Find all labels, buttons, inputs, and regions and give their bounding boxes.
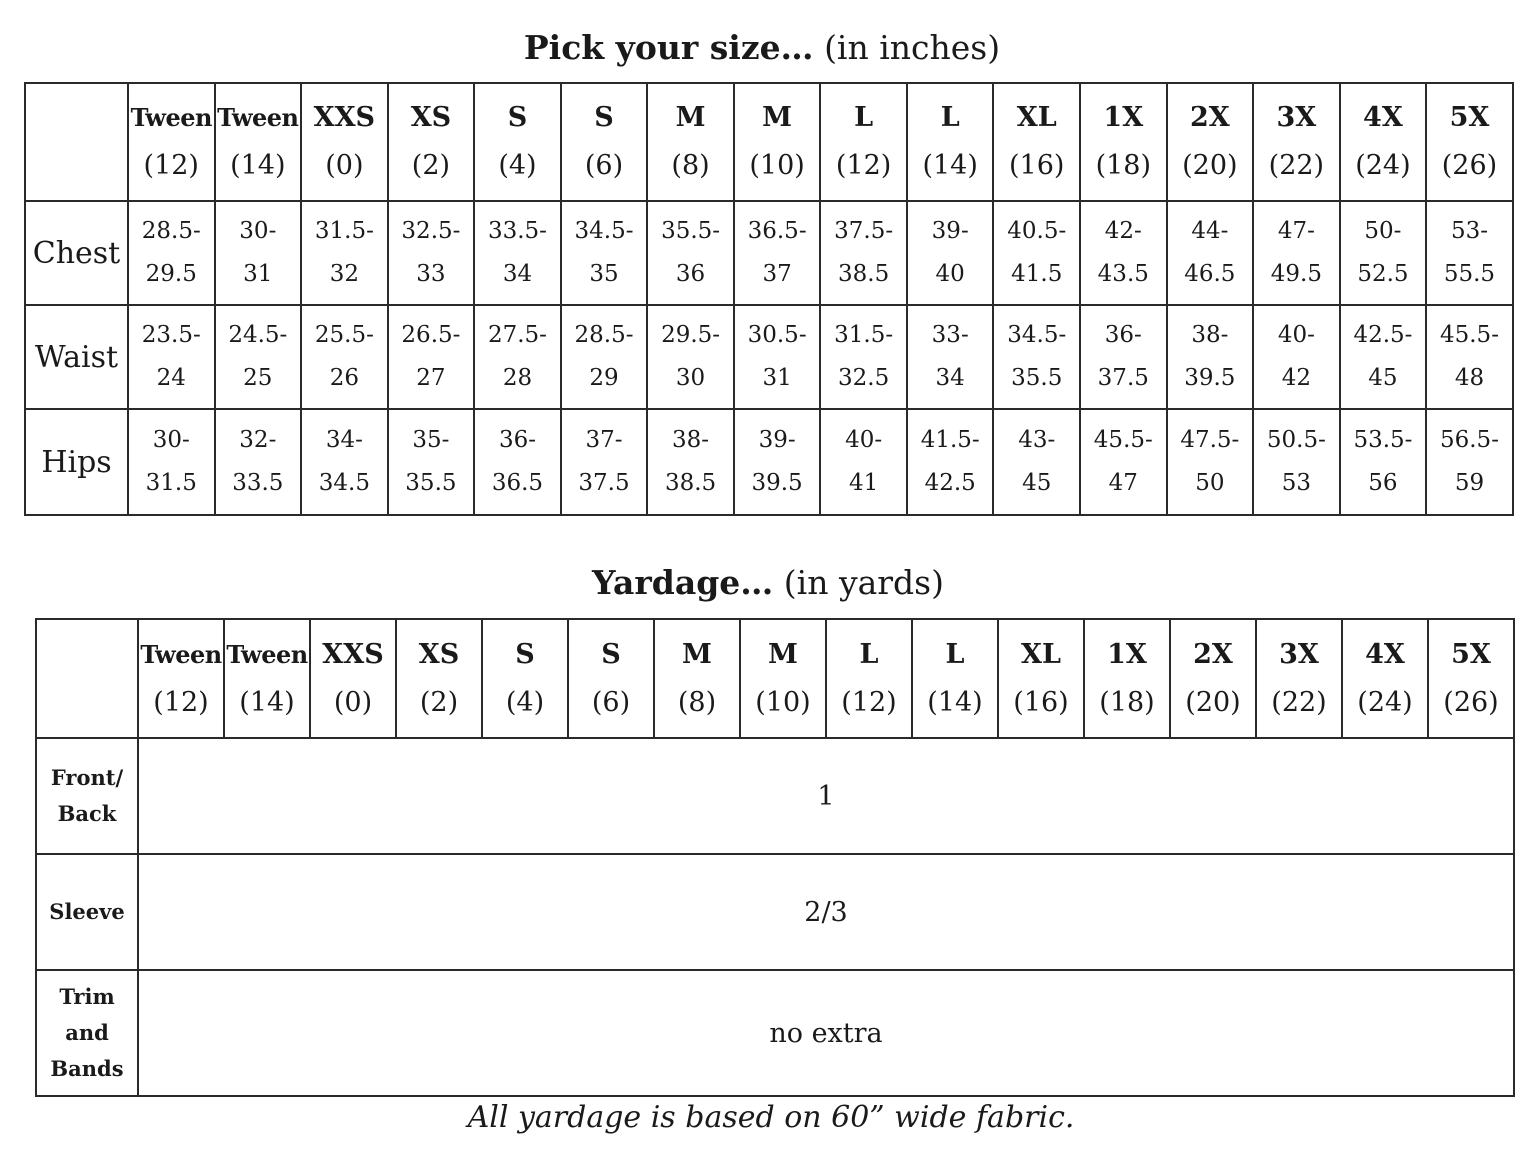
- measurement-value: [820, 305, 907, 409]
- range-end: 35: [589, 261, 619, 287]
- range-start: 44-: [1191, 218, 1229, 244]
- range-end: 25: [243, 365, 273, 391]
- range-end: 39.5: [751, 470, 803, 496]
- yardage-row-label-line: Back: [57, 801, 117, 826]
- range-end: 56: [1368, 470, 1398, 496]
- range-start: 33.5-: [487, 218, 547, 244]
- yardage-row-label-line: Sleeve: [49, 899, 125, 924]
- size-chart-header-cell: [907, 83, 994, 201]
- range-start: 53-: [1450, 218, 1488, 244]
- size-number: (18): [1095, 150, 1151, 181]
- range-start: 31.5-: [834, 322, 894, 348]
- size-chart-header-cell: [1340, 83, 1427, 201]
- size-number: (8): [677, 686, 717, 718]
- measurement-value: [647, 305, 734, 409]
- range-start: 36-: [498, 427, 536, 453]
- yardage-chart-title-bold: Yardage…: [592, 563, 774, 602]
- range-end: 39.5: [1184, 365, 1236, 391]
- range-start: 29.5-: [661, 322, 721, 348]
- range-start: 37-: [585, 427, 623, 453]
- measurement-value: [647, 201, 734, 305]
- range-end: 37.5: [578, 470, 630, 496]
- range-end: 37: [762, 261, 792, 287]
- size-number: (0): [333, 686, 373, 718]
- measurement-value: [1080, 305, 1167, 409]
- size-label: 2X: [1189, 102, 1230, 133]
- range-start: 36.5-: [747, 218, 807, 244]
- range-end: 47: [1108, 470, 1138, 496]
- size-label: S: [515, 638, 535, 670]
- range-end: 49.5: [1270, 261, 1322, 287]
- size-chart-corner-cell: [25, 83, 128, 201]
- size-label: 3X: [1279, 638, 1319, 670]
- measurement-value: [1426, 305, 1513, 409]
- size-number: (26): [1441, 150, 1498, 181]
- range-end: 28: [502, 365, 533, 391]
- size-label: S: [594, 102, 614, 133]
- range-start: 47.5-: [1180, 427, 1240, 453]
- measurement-label: Hips: [25, 409, 128, 515]
- measurement-value: [388, 305, 475, 409]
- range-end: 33.5: [232, 470, 284, 496]
- range-start: 31.5-: [314, 218, 374, 244]
- range-start: 34.5-: [574, 218, 634, 244]
- yardage-chart-header-cell: [740, 619, 826, 738]
- size-label: XL: [1016, 102, 1057, 133]
- size-chart-header-cell: [1080, 83, 1167, 201]
- range-start: 50-: [1364, 218, 1402, 244]
- range-end: 42: [1281, 365, 1312, 391]
- yardage-row-label: [36, 970, 138, 1096]
- size-number: (6): [584, 150, 624, 181]
- range-start: 53.5-: [1353, 427, 1413, 453]
- size-chart-header-cell: [128, 83, 215, 201]
- range-end: 41.5: [1011, 261, 1063, 287]
- size-chart-header-cell: [1253, 83, 1340, 201]
- yardage-note: All yardage is based on 60” wide fabric.: [467, 1100, 1075, 1135]
- range-end: 48: [1454, 365, 1485, 391]
- size-label: M: [768, 638, 798, 670]
- size-label: 5X: [1449, 102, 1490, 133]
- measurement-value: [907, 409, 994, 515]
- yardage-row-label: [36, 738, 138, 854]
- measurement-value: [1340, 409, 1427, 515]
- size-label: 2X: [1193, 638, 1233, 670]
- range-start: 45.5-: [1439, 322, 1499, 348]
- range-start: 34-: [325, 427, 363, 453]
- range-end: 45: [1022, 470, 1052, 496]
- range-start: 35.5-: [661, 218, 721, 244]
- range-start: 45.5-: [1093, 427, 1153, 453]
- measurement-value: [128, 305, 215, 409]
- measurement-value: [993, 201, 1080, 305]
- range-end: 31: [762, 365, 792, 391]
- range-start: 38-: [1191, 322, 1229, 348]
- size-label: 3X: [1276, 102, 1317, 133]
- range-start: 50.5-: [1266, 427, 1326, 453]
- measurement-value: [561, 409, 648, 515]
- range-end: 33: [416, 261, 446, 287]
- range-start: 34.5-: [1007, 322, 1067, 348]
- yardage-chart-header-cell: [138, 619, 224, 738]
- range-end: 46.5: [1184, 261, 1236, 287]
- size-label: L: [859, 638, 879, 670]
- size-label: Tween: [140, 639, 222, 669]
- size-row-hips: [25, 409, 1513, 515]
- size-number: (14): [230, 150, 286, 181]
- measurement-value: [1167, 201, 1254, 305]
- size-label: L: [945, 638, 965, 670]
- range-end: 31.5: [145, 470, 197, 496]
- size-number: (16): [1009, 150, 1065, 181]
- size-row-waist: [25, 305, 1513, 409]
- measurement-value: [474, 409, 561, 515]
- yardage-chart-header-cell: [568, 619, 654, 738]
- size-label: Tween: [217, 103, 299, 132]
- range-end: 36.5: [491, 470, 544, 496]
- range-start: 43-: [1018, 427, 1056, 453]
- yardage-row-label-line: Bands: [50, 1056, 124, 1081]
- measurement-value: [1167, 305, 1254, 409]
- size-number: (2): [419, 686, 459, 718]
- size-label: XXS: [322, 638, 384, 670]
- measurement-value: [820, 409, 907, 515]
- yardage-row: [36, 854, 1514, 970]
- yardage-chart-header-cell: [912, 619, 998, 738]
- measurement-value: [128, 201, 215, 305]
- range-end: 38.5: [664, 470, 717, 496]
- range-start: 36-: [1104, 322, 1142, 348]
- size-number: (4): [505, 686, 545, 718]
- yardage-chart-header-cell: [1256, 619, 1342, 738]
- range-start: 41.5-: [920, 427, 980, 453]
- measurement-value: [1426, 409, 1513, 515]
- yardage-chart-header-row: [36, 619, 1514, 738]
- range-start: 30-: [239, 218, 277, 244]
- range-end: 40: [935, 261, 965, 287]
- measurement-value: [907, 305, 994, 409]
- range-end: 31: [243, 261, 273, 287]
- size-number: (20): [1182, 150, 1238, 181]
- size-number: (22): [1268, 150, 1325, 181]
- yardage-row-label: [36, 854, 138, 970]
- range-end: 35.5: [405, 470, 457, 496]
- yardage-row: [36, 970, 1514, 1096]
- range-start: 39-: [931, 218, 969, 244]
- measurement-value: [1426, 201, 1513, 305]
- size-label: L: [854, 102, 874, 133]
- range-end: 30: [675, 365, 706, 391]
- yardage-chart-corner-cell: [36, 619, 138, 738]
- size-number: (10): [749, 150, 805, 181]
- size-number: (26): [1443, 686, 1499, 718]
- size-label: XL: [1021, 638, 1061, 670]
- range-end: 27: [416, 365, 446, 391]
- size-number: (14): [927, 686, 983, 718]
- range-end: 34: [935, 365, 965, 391]
- size-chart-header-row: [25, 83, 1513, 201]
- range-end: 34.5: [318, 470, 370, 496]
- size-number: (22): [1271, 686, 1327, 718]
- size-number: (2): [411, 150, 451, 181]
- measurement-value: [647, 409, 734, 515]
- range-end: 35.5: [1011, 365, 1063, 391]
- size-number: (0): [325, 150, 364, 181]
- range-end: 32.5: [838, 365, 890, 391]
- size-number: (14): [922, 150, 978, 181]
- yardage-chart-header-cell: [1342, 619, 1428, 738]
- size-label: 4X: [1365, 638, 1405, 670]
- yardage-value: no extra: [138, 970, 1514, 1096]
- size-number: (14): [239, 686, 295, 718]
- range-end: 37.5: [1097, 365, 1149, 391]
- yardage-chart-header-cell: [1084, 619, 1170, 738]
- measurement-value: [215, 409, 302, 515]
- yardage-row: [36, 738, 1514, 854]
- measurement-value: [388, 409, 475, 515]
- size-label: M: [675, 102, 706, 133]
- range-end: 34: [502, 261, 533, 287]
- yardage-chart-header-cell: [654, 619, 740, 738]
- size-chart-table: [24, 82, 1514, 516]
- range-end: 45: [1368, 365, 1398, 391]
- range-end: 59: [1454, 470, 1485, 496]
- size-label: M: [762, 102, 793, 133]
- measurement-value: [301, 201, 388, 305]
- yardage-chart-header-cell: [1170, 619, 1256, 738]
- size-number: (12): [143, 150, 199, 181]
- yardage-value: 2/3: [138, 854, 1514, 970]
- size-chart-header-cell: [993, 83, 1080, 201]
- size-number: (4): [498, 150, 537, 181]
- measurement-value: [215, 305, 302, 409]
- size-label: Tween: [226, 639, 308, 669]
- measurement-value: [1167, 409, 1254, 515]
- size-row-chest: [25, 201, 1513, 305]
- size-label: S: [601, 638, 621, 670]
- size-label: 1X: [1103, 102, 1144, 133]
- yardage-chart-title-unit: (in yards): [783, 563, 944, 602]
- measurement-value: [1253, 305, 1340, 409]
- size-label: L: [940, 102, 960, 133]
- range-end: 24: [156, 365, 186, 391]
- size-chart-header-cell: [215, 83, 302, 201]
- size-number: (24): [1357, 686, 1413, 718]
- measurement-value: [301, 409, 388, 515]
- size-chart-title-bold: Pick your size…: [523, 28, 814, 67]
- yardage-chart-header-cell: [224, 619, 310, 738]
- measurement-value: [734, 201, 821, 305]
- measurement-value: [561, 305, 648, 409]
- range-start: 42.5-: [1353, 322, 1413, 348]
- size-chart-header-cell: [388, 83, 475, 201]
- range-start: 39-: [758, 427, 796, 453]
- size-number: (6): [591, 686, 631, 718]
- range-end: 29.5: [145, 261, 197, 287]
- yardage-chart-header-cell: [826, 619, 912, 738]
- size-number: (20): [1185, 686, 1241, 718]
- size-number: (24): [1355, 150, 1411, 181]
- size-label: 5X: [1451, 638, 1491, 670]
- size-number: (10): [755, 686, 811, 718]
- range-end: 52.5: [1357, 261, 1409, 287]
- measurement-value: [734, 305, 821, 409]
- size-number: (12): [153, 686, 209, 718]
- size-number: (12): [841, 686, 897, 718]
- yardage-row-label-line: Trim: [59, 984, 115, 1009]
- size-label: XS: [418, 638, 460, 670]
- measurement-value: [388, 201, 475, 305]
- size-chart-header-cell: [820, 83, 907, 201]
- size-chart-header-cell: [474, 83, 561, 201]
- yardage-chart-title: [0, 563, 1536, 603]
- measurement-label: Waist: [25, 305, 128, 409]
- range-start: 28.5-: [574, 322, 634, 348]
- range-start: 28.5-: [141, 218, 201, 244]
- range-start: 40-: [1277, 322, 1315, 348]
- size-chart-header-cell: [1426, 83, 1513, 201]
- range-end: 42.5: [924, 470, 976, 496]
- yardage-chart-header-cell: [482, 619, 568, 738]
- measurement-value: [1253, 409, 1340, 515]
- size-label: S: [507, 102, 528, 133]
- measurement-value: [993, 409, 1080, 515]
- measurement-value: [1340, 305, 1427, 409]
- range-start: 47-: [1277, 218, 1315, 244]
- range-start: 24.5-: [228, 322, 288, 348]
- size-number: (16): [1013, 686, 1069, 718]
- range-start: 40-: [845, 427, 883, 453]
- range-start: 35-: [412, 427, 450, 453]
- yardage-chart-header-cell: [998, 619, 1084, 738]
- measurement-value: [474, 201, 561, 305]
- size-number: (8): [671, 150, 710, 181]
- range-start: 26.5-: [401, 322, 461, 348]
- range-start: 38-: [672, 427, 710, 453]
- range-start: 32.5-: [401, 218, 461, 244]
- size-label: M: [682, 638, 712, 670]
- size-chart-title-unit: (in inches): [824, 28, 1001, 67]
- size-number: (12): [835, 150, 892, 181]
- size-label: XXS: [313, 102, 376, 133]
- range-start: 37.5-: [834, 218, 894, 244]
- yardage-chart-header-cell: [396, 619, 482, 738]
- measurement-value: [128, 409, 215, 515]
- size-chart-header-cell: [734, 83, 821, 201]
- measurement-value: [993, 305, 1080, 409]
- range-start: 42-: [1104, 218, 1142, 244]
- range-start: 56.5-: [1439, 427, 1499, 453]
- size-label: 4X: [1363, 102, 1403, 133]
- range-start: 30.5-: [747, 322, 807, 348]
- range-start: 33-: [931, 322, 969, 348]
- measurement-value: [734, 409, 821, 515]
- yardage-row-label-line: Front/: [50, 765, 124, 790]
- yardage-value: 1: [138, 738, 1514, 854]
- measurement-value: [474, 305, 561, 409]
- yardage-chart-table: [35, 618, 1515, 1097]
- range-start: 27.5-: [487, 322, 547, 348]
- size-chart-header-cell: [561, 83, 648, 201]
- size-chart-header-cell: [647, 83, 734, 201]
- range-end: 41: [849, 470, 879, 496]
- size-chart-header-cell: [1167, 83, 1254, 201]
- range-start: 30-: [152, 427, 190, 453]
- range-start: 23.5-: [141, 322, 201, 348]
- measurement-value: [561, 201, 648, 305]
- measurement-value: [301, 305, 388, 409]
- range-end: 53: [1281, 470, 1312, 496]
- measurement-value: [1340, 201, 1427, 305]
- range-end: 55.5: [1443, 261, 1496, 287]
- yardage-row-label-line: and: [65, 1020, 109, 1045]
- size-chart-header-cell: [301, 83, 388, 201]
- range-end: 26: [329, 365, 359, 391]
- range-end: 43.5: [1097, 261, 1149, 287]
- size-chart-title: [0, 28, 1530, 68]
- measurement-label: Chest: [25, 201, 128, 305]
- size-label: 1X: [1107, 638, 1147, 670]
- range-end: 38.5: [838, 261, 890, 287]
- range-end: 50: [1195, 470, 1225, 496]
- range-end: 32: [329, 261, 359, 287]
- yardage-chart-header-cell: [310, 619, 396, 738]
- measurement-value: [1253, 201, 1340, 305]
- measurement-value: [1080, 409, 1167, 515]
- range-start: 25.5-: [314, 322, 374, 348]
- measurement-value: [820, 201, 907, 305]
- yardage-chart-header-cell: [1428, 619, 1514, 738]
- measurement-value: [1080, 201, 1167, 305]
- measurement-value: [215, 201, 302, 305]
- measurement-value: [907, 201, 994, 305]
- range-start: 40.5-: [1007, 218, 1067, 244]
- range-start: 32-: [239, 427, 277, 453]
- range-end: 36: [675, 261, 706, 287]
- size-label: Tween: [130, 103, 212, 132]
- size-number: (18): [1099, 686, 1155, 718]
- size-label: XS: [410, 102, 452, 133]
- range-end: 29: [589, 365, 619, 391]
